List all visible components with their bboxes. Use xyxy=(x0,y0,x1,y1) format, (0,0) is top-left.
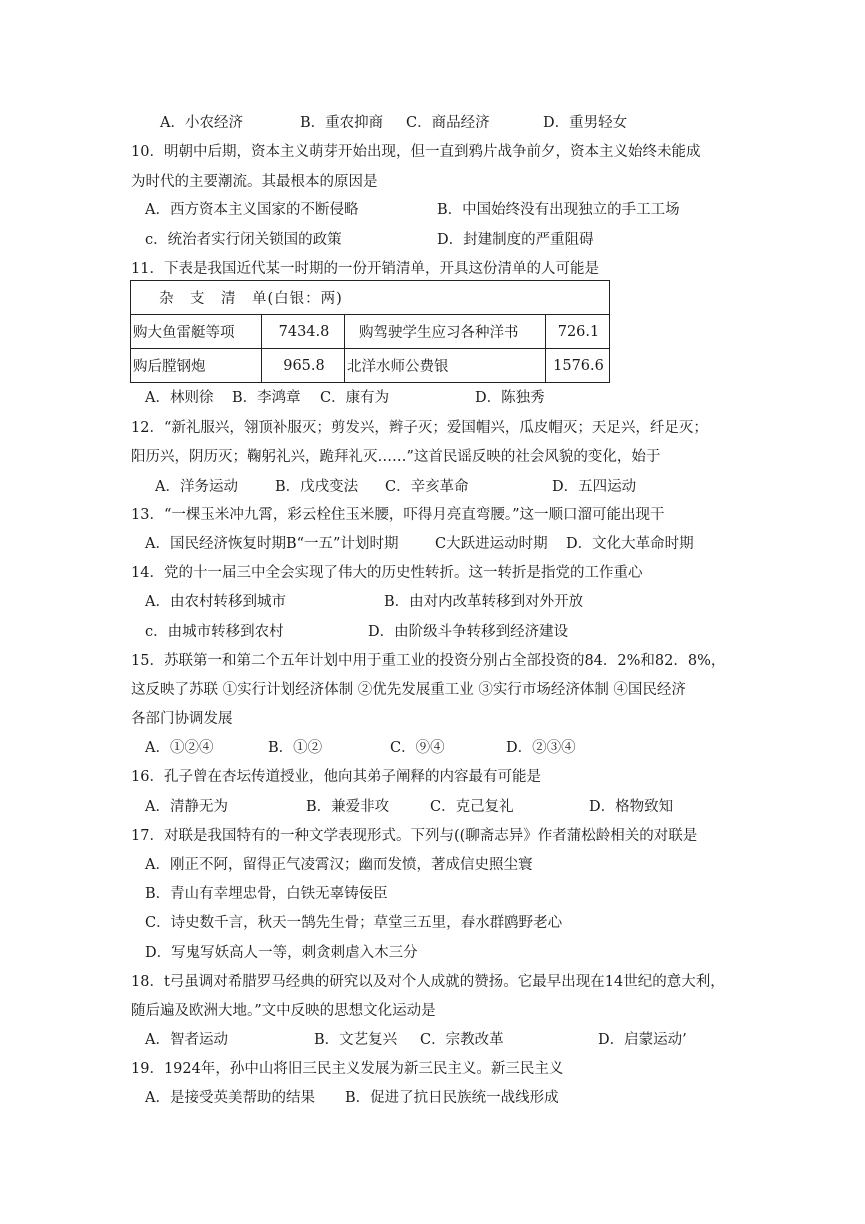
q18-option-a: A．智者运动 xyxy=(145,1032,228,1048)
q15-option-a: A．①②④ xyxy=(145,740,214,756)
q10-option-c: c．统治者实行闭关锁国的政策 xyxy=(145,232,342,248)
q9-option-a: A．小农经济 xyxy=(160,115,243,131)
q10-stem-line1: 10．明朝中后期，资本主义萌芽开始出现，但一直到鸦片战争前夕，资本主义始终未能成 xyxy=(131,144,701,160)
table-cell: 购大鱼雷艇等项 xyxy=(131,315,262,349)
table-cell: 965.8 xyxy=(262,349,345,383)
q17-stem: 17．对联是我国特有的一种文学表现形式。下列与((聊斋志异》作者蒲松龄相关的对联是 xyxy=(131,828,698,844)
q13-option-c: C大跃进运动时期 xyxy=(435,536,548,552)
q10-option-d: D．封建制度的严重阻碍 xyxy=(437,232,594,248)
q10-stem-line2: 为时代的主要潮流。其最根本的原因是 xyxy=(131,174,378,190)
q11-option-d: D．陈独秀 xyxy=(475,390,545,406)
q18-option-c: C．宗教改革 xyxy=(420,1032,504,1048)
q12-option-b: B．戊戌变法 xyxy=(275,479,359,495)
q15-option-b: B．①② xyxy=(268,740,323,756)
q18-option-b: B．文艺复兴 xyxy=(314,1032,398,1048)
q15-stem-line2: 这反映了苏联 ①实行计划经济体制 ②优先发展重工业 ③实行市场经济体制 ④国民经济 xyxy=(131,682,686,698)
q12-stem-line1: 12．“新礼服兴，翎顶补服灭；剪发兴，辫子灭；爱国帽兴，瓜皮帽灭；天足兴，纤足灭； xyxy=(131,420,708,436)
q13-option-ab: A．国民经济恢复时期B“一五”计划时期 xyxy=(145,536,399,552)
q16-option-d: D．格物致知 xyxy=(589,799,674,815)
q19-option-a: A．是接受英美帮助的结果 xyxy=(145,1090,315,1106)
q16-option-c: C．克己复礼 xyxy=(430,799,514,815)
q11-option-c: C．康有为 xyxy=(320,390,390,406)
q11-option-b: B．李鸿章 xyxy=(232,390,301,406)
q14-option-b: B．由对内改革转移到对外开放 xyxy=(384,594,584,610)
table-header: 杂 支 清 单(白银：两) xyxy=(131,281,610,315)
q18-stem-line2: 随后遍及欧洲大地。”文中反映的思想文化运动是 xyxy=(131,1003,436,1019)
expense-table xyxy=(130,280,610,383)
table-row xyxy=(131,349,610,383)
q11-stem: 11．下表是我国近代某一时期的一份开销清单，开具这份清单的人可能是 xyxy=(131,261,599,277)
q14-option-d: D．由阶级斗争转移到经济建设 xyxy=(368,624,569,640)
table-header-row xyxy=(131,281,610,315)
q17-option-b: B．青山有幸埋忠骨，白铁无辜铸佞臣 xyxy=(145,886,388,902)
q11-option-a: A．林则徐 xyxy=(145,390,214,406)
q10-option-b: B．中国始终没有出现独立的手工工场 xyxy=(437,202,680,218)
q17-option-a: A．刚正不阿，留得正气凌霄汉；幽而发愤，著成信史照尘寰 xyxy=(145,857,533,873)
q16-option-a: A．清静无为 xyxy=(145,799,228,815)
q14-stem: 14．党的十一届三中全会实现了伟大的历史性转折。这一转折是指党的工作重心 xyxy=(131,565,643,581)
q16-stem: 16．孔子曾在杏坛传道授业，他向其弟子阐释的内容最有可能是 xyxy=(131,769,541,785)
table-cell: 1576.6 xyxy=(546,349,610,383)
q19-stem: 19．1924年，孙中山将旧三民主义发展为新三民主义。新三民主义 xyxy=(131,1061,564,1077)
q17-option-c: C．诗史数千言，秋天一鹄先生骨；草堂三五里，春水群鸥野老心 xyxy=(145,915,563,931)
q12-option-d: D．五四运动 xyxy=(552,479,637,495)
q9-option-d: D．重男轻女 xyxy=(543,115,628,131)
q16-option-b: B．兼爱非攻 xyxy=(306,799,390,815)
q17-option-d: D．写鬼写妖高人一等，刺贪刺虐入木三分 xyxy=(145,945,418,961)
table-row xyxy=(131,315,610,349)
table-cell: 购后膛钢炮 xyxy=(131,349,262,383)
q14-option-a: A．由农村转移到城市 xyxy=(145,594,286,610)
q12-option-c: C．辛亥革命 xyxy=(385,479,469,495)
q9-option-b: B．重农抑商 xyxy=(300,115,384,131)
q18-stem-line1: 18．t弓虽调对希腊罗马经典的研究以及对个人成就的赞扬。它最早出现在14世纪的意大利， xyxy=(131,974,725,990)
q19-option-b: B．促进了抗日民族统一战线形成 xyxy=(345,1090,559,1106)
table-cell: 726.1 xyxy=(546,315,610,349)
q9-option-c: C．商品经济 xyxy=(406,115,490,131)
q13-option-d: D．文化大革命时期 xyxy=(566,536,694,552)
q12-stem-line2: 阳历兴，阴历灭；鞠躬礼兴，跪拜礼灭……”这首民谣反映的社会风貌的变化，始于 xyxy=(131,449,661,465)
q18-option-d: D．启蒙运动’ xyxy=(598,1032,687,1048)
q15-stem-line3: 各部门协调发展 xyxy=(131,711,233,727)
table-cell: 7434.8 xyxy=(262,315,345,349)
q15-option-d: D．②③④ xyxy=(506,740,576,756)
q15-stem-line1: 15．苏联第一和第二个五年计划中用于重工业的投资分别占全部投资的84．2%和82．8%， xyxy=(131,653,726,669)
q10-option-a: A．西方资本主义国家的不断侵略 xyxy=(145,202,359,218)
q14-option-c: c．由城市转移到农村 xyxy=(145,624,284,640)
q13-stem: 13．“一棵玉米冲九霄，彩云栓住玉米腰，吓得月亮直弯腰。”这一顺口溜可能出现干 xyxy=(131,507,665,523)
table-cell: 购驾驶学生应习各种洋书 xyxy=(345,315,546,349)
q15-option-c: C．⑨④ xyxy=(390,740,445,756)
q12-option-a: A．洋务运动 xyxy=(155,479,238,495)
table-cell: 北洋水师公费银 xyxy=(345,349,546,383)
